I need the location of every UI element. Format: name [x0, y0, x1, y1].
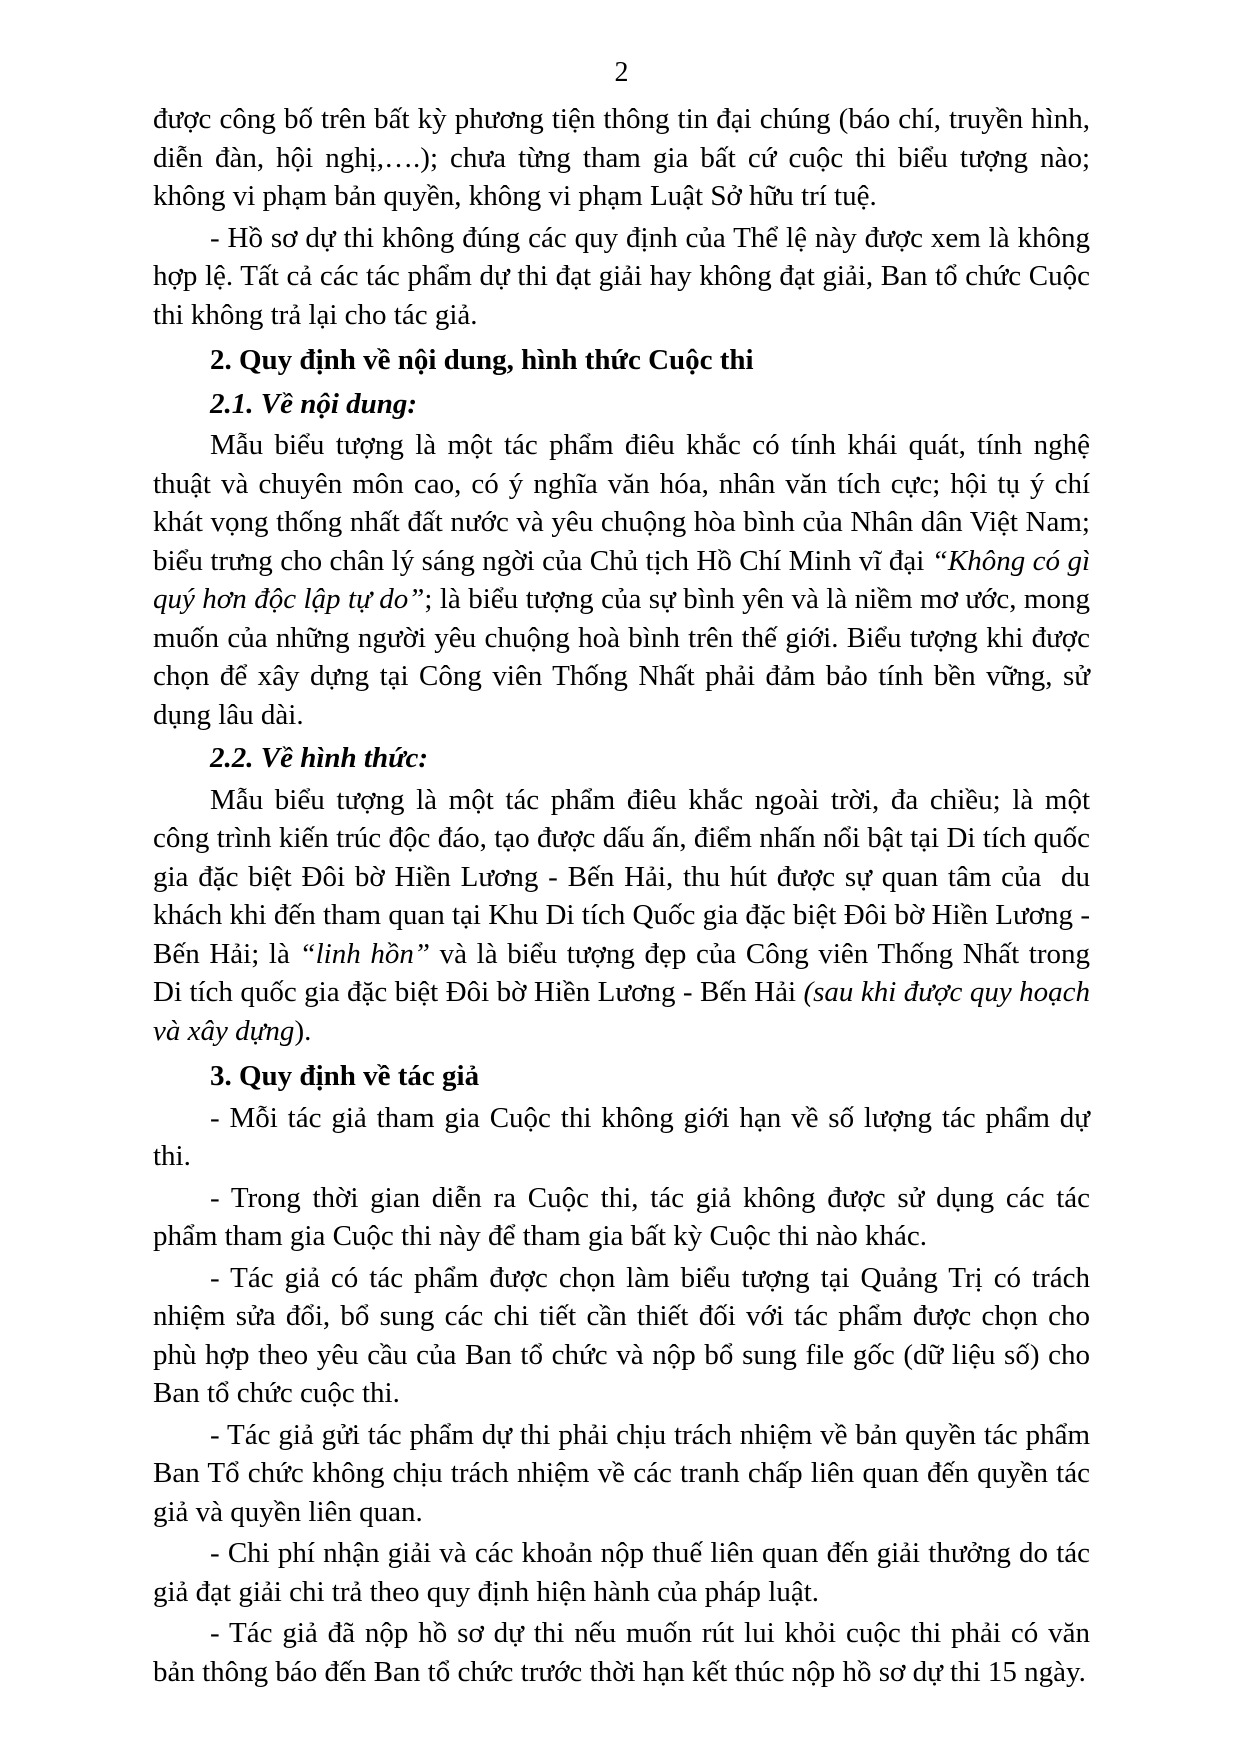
text-run: 2. Quy định về nội dung, hình thức Cuộc thi: [210, 344, 754, 376]
heading: [153, 341, 1090, 380]
text-run: Mẫu biểu tượng là một tác phẩm điêu khắc có tính khái quát, tính nghệ thuật và chuyên môn cao, có ý nghĩa văn hóa, nhân văn tích cực; hội tụ ý chí khát vọng thống nhất đất nước và yêu chuộng hòa bình của Nhân dân Việt Nam; biểu trưng cho chân lý sáng ngời của Chủ tịch Hồ Chí Minh vĩ đại: [153, 429, 1098, 577]
paragraph: [153, 1416, 1098, 1532]
paragraph: [153, 219, 1098, 335]
text-run: “Không có gì quý hơn độc lập tự do”: [153, 544, 1098, 615]
text-run: - Tác giả có tác phẩm được chọn làm biểu tượng tại Quảng Trị có trách nhiệm sửa đổi, bổ sung các chi tiết cần thiết đối với tác phẩm được chọn cho phù hợp theo yêu cầu của Ban tổ chức và nộp bổ sung file gốc (dữ liệu số) cho Ban tổ chức cuộc thi.: [153, 1261, 1098, 1409]
subheading: [153, 385, 1090, 424]
paragraph: [153, 1534, 1098, 1611]
text-run: Mẫu biểu tượng là một tác phẩm điêu khắc ngoài trời, đa chiều; là một công trình kiến trúc độc đáo, tạo được dấu ấn, điểm nhấn nổi bật tại Di tích quốc gia đặc biệt Đôi bờ Hiền Lương - Bến Hải, thu hút được sự quan tâm của du khách khi đến tham quan tại Khu Di tích Quốc gia đặc biệt Đôi bờ Hiền Lương - Bến Hải; là: [153, 783, 1098, 970]
text-run: 3. Quy định về tác giả: [210, 1060, 480, 1092]
text-run: “linh hồn”: [299, 937, 430, 970]
document-body: [153, 100, 1098, 1691]
paragraph: [153, 1179, 1098, 1256]
text-run: - Tác giả đã nộp hồ sơ dự thi nếu muốn rút lui khỏi cuộc thi phải có văn bản thông báo đến Ban tổ chức trước thời hạn kết thúc nộp hồ sơ dự thi 15 ngày.: [153, 1617, 1098, 1688]
text-run: - Trong thời gian diễn ra Cuộc thi, tác giả không được sử dụng các tác phẩm tham gia Cuộc thi này để tham gia bất kỳ Cuộc thi nào khác.: [153, 1181, 1098, 1252]
paragraph: [153, 1099, 1098, 1176]
text-run: được công bố trên bất kỳ phương tiện thông tin đại chúng (báo chí, truyền hình, diễn đàn, hội nghị,….); chưa từng tham gia bất cứ cuộc thi biểu tượng nào; không vi phạm bản quyền, không vi phạm Luật Sở hữu trí tuệ.: [153, 103, 1098, 212]
page-number: 2: [614, 57, 629, 88]
text-run: ; là biểu tượng của sự bình yên và là niềm mơ ước, mong muốn của những người yêu chuộng hoà bình trên thế giới. Biểu tượng khi được chọn để xây dựng tại Công viên Thống Nhất phải đảm bảo tính bền vững, sử dụng lâu dài.: [153, 583, 1098, 731]
text-run: - Chi phí nhận giải và các khoản nộp thuế liên quan đến giải thưởng do tác giả đạt giải chi trả theo quy định hiện hành của pháp luật.: [153, 1537, 1098, 1608]
text-run: - Mỗi tác giả tham gia Cuộc thi không giới hạn về số lượng tác phẩm dự thi.: [153, 1101, 1098, 1172]
text-run: (sau khi được quy hoạch và xây dựng: [153, 976, 1098, 1047]
paragraph: [153, 1614, 1098, 1691]
text-run: ).: [294, 1014, 312, 1047]
text-run: - Hồ sơ dự thi không đúng các quy định của Thể lệ này được xem là không hợp lệ. Tất cả các tác phẩm dự thi đạt giải hay không đạt giải, Ban tổ chức Cuộc thi không trả lại cho tác giả.: [153, 221, 1098, 331]
subheading: [153, 739, 1090, 778]
heading: [153, 1057, 1090, 1096]
paragraph: [153, 1259, 1098, 1413]
text-run: - Tác giả gửi tác phẩm dự thi phải chịu trách nhiệm về bản quyền tác phẩm Ban Tổ chức không chịu trách nhiệm về các tranh chấp liên quan đến quyền tác giả và quyền liên quan.: [153, 1418, 1098, 1528]
text-run: 2.1. Về nội dung:: [210, 387, 418, 420]
text-run: và là biểu tượng đẹp của Công viên Thống Nhất trong Di tích quốc gia đặc biệt Đôi bờ Hiền Lương - Bến Hải: [153, 937, 1098, 1008]
paragraph: [153, 100, 1098, 216]
text-run: 2.2. Về hình thức:: [210, 742, 428, 774]
paragraph: [153, 426, 1098, 734]
paragraph: [153, 781, 1098, 1051]
